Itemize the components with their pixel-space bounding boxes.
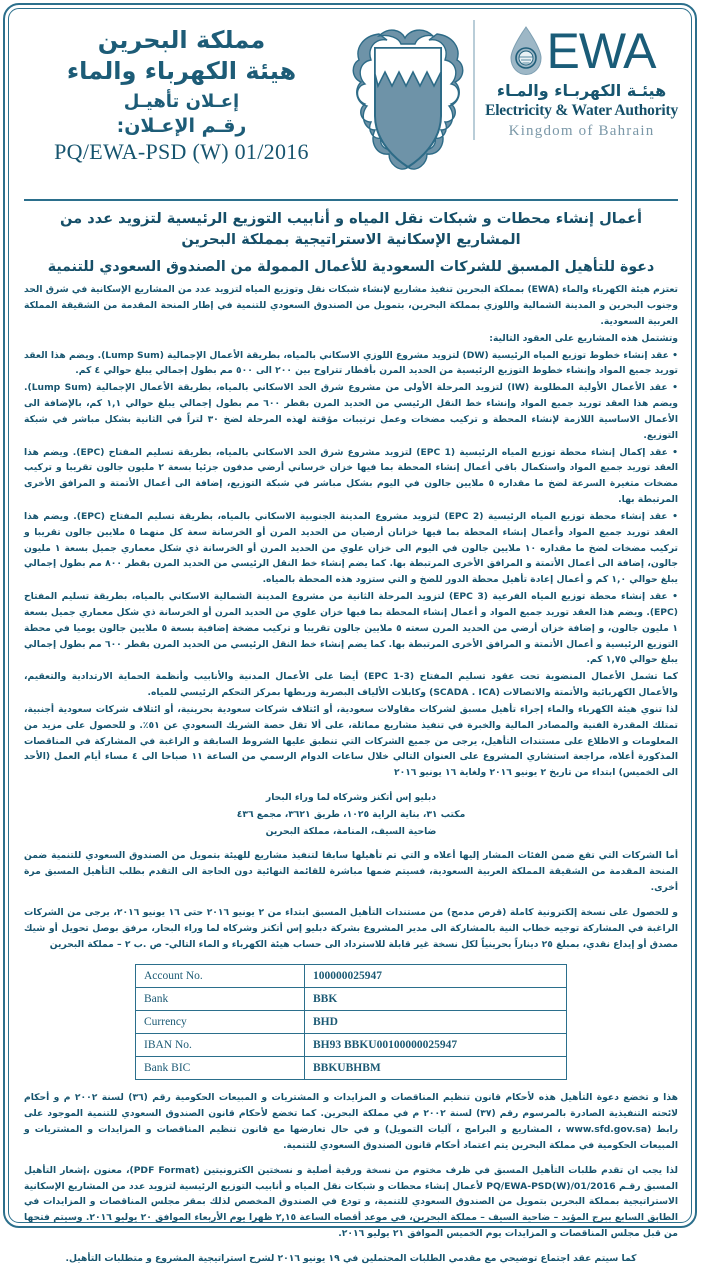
water-drop-icon — [508, 26, 544, 76]
ewa-arabic-name: هيئـة الكهربـاء والمـاء — [496, 81, 667, 100]
paragraph-intro: تعتزم هيئة الكهرباء والماء (EWA) بمملكة البحرين تنفيذ مشاريع لإنشاء شبكات نقل وتوزيع المياه لتزويد عدد من المشاريع الإسكانية في شرق الحد وجنوب البحرين و المدينة الشمالية واللوزي بمملكة البحرين، بتمويل من الصندوق السعودي للتنمية في إطار المنحة المقدمة من الشقيقة المملكة العربية السعودية. — [24, 284, 678, 327]
document-header — [24, 14, 678, 196]
paragraph-governing-law: هذا و تخضع دعوة التأهيل هذه لأحكام قانون تنظيم المناقصات و المزايدات و المشتريات و المبيعات الحكومية رقم (٣٦) لسنة ٢٠٠٢ م و أحكام لائحته التنفيذية الصادرة بالمرسوم رقم (٣٧) لسنة ٢٠٠٢ م في مملكة البحرين. كما تخضع لأحكام قانون الصندوق السعودي للتنمية الموجود على رابط (www.sfd.gov.sa ، المشاريع و البرامج ، آليات التمويل) و في حال تعارضها مع قانون تنظيم المناقصات و المزايدات و المشتريات و المبيعات الحكومية في مملكة البحرين يتم اعتماد أحكام قانون الصندوق السعودي للتنمية. — [24, 1092, 679, 1151]
consultant-name: دبليو إس أتكنز وشركاه لما وراء البحار — [265, 791, 437, 803]
table-cell-value: BH93 BBKU00100000025947 — [305, 1034, 567, 1057]
contract-item-iw: • عقد الأعمال الأولية المطلوبة (IW) لتزويد المرحلة الأولى من مشروع شرق الحد الاسكاني بالمياه، بطريقة الأعمال الإجمالية (Lump Sum). ويضم هذا العقد توريد جميع المواد وإنشاء خط النقل الرئيسي من الحديد المرن بقطر ٦٠٠ مم بطول إجمالي يبلغ حوالي ١,١ كم، بالإضافة الى الأعمال الاساسية اللازمة لإنشاء المحطة و تركيب مضخات وعمل ترتيبات مؤقتة لهذه المرحلة لضخ ٣٠ لتراً في الثانية بشكل مباشر في شبكة التوزيع. — [24, 382, 679, 441]
table-row — [136, 965, 567, 988]
document-footer — [24, 1090, 678, 1266]
authority-title: هيئة الكهرباء والماء — [66, 57, 297, 86]
table-cell-key: Bank — [136, 988, 305, 1011]
ewa-wordmark-text: EWA — [546, 23, 656, 79]
table-row — [136, 1034, 567, 1057]
bank-details-table-wrapper — [24, 964, 678, 1080]
page-title: أعمال إنشاء محطات و شبكات نقل المياه و أنابيب التوزيع الرئيسية لتزويد عدد من المشاريع الإسكانية الاستراتيجية بمملكة البحرين — [59, 210, 643, 249]
ewa-logo — [473, 20, 678, 140]
announcement-type: إعـلان تأهيـل — [123, 90, 240, 112]
page-subtitle: دعوة للتأهيل المسبق للشركات السعودية للأعمال الممولة من الصندوق السعودي للتنمية — [47, 259, 655, 276]
paragraph-clarification-meeting: كما سيتم عقد اجتماع توضيحي مع مقدمي الطلبات المحتملين في ١٩ يونيو ٢٠١٦ لشرح استراتيجية المشروع و متطلبات التأهيل. — [65, 1252, 637, 1264]
contract-item-epc2: • عقد إنشاء محطة توزيع المياه الرئيسية (EPC 2) لتزويد مشروع المدينة الجنوبية الاسكاني بالمياه، بطريقة تسليم المفتاح (EPC). ويضم هذا العقد توريد جميع المواد وأعمال إنشاء المحطة بما فيها خزانان أرضيان من الحديد المرن أو الخرسانة سعة كل منهما ٥ ملايين جالون تقريبا و تركيب مضخات لضخ ما مقداره ١٠ ملايين جالون في اليوم الى خزان علوي من الحديد المرن أو الخرسانة ذي شكل معماري جميل بسعة ١ مليون جالون، إضافة الى أعمال الأتمتة و المرافق الأخرى المرتبطة بها. كما يضم إنشاء خط النقل الرئيسي من الحديد المرن بقطر ٨٠٠ مم بطول إجمالي يبلغ حوالي ١,٠ كم و أعمال إعادة تأهيل محطة الدور للضخ و التي ستزود هذه المحطة بالمياه. — [24, 510, 678, 586]
title-section — [24, 208, 678, 275]
ewa-wordmark-row — [508, 23, 656, 79]
document-body — [24, 282, 678, 952]
announcement-number-label: رقـم الإعـلان: — [116, 114, 247, 137]
table-cell-key: IBAN No. — [136, 1034, 305, 1057]
table-cell-key: Account No. — [136, 965, 305, 988]
contract-item-epc3: • عقد إنشاء محطة توزيع المياه الفرعية (EPC 3) لتزويد المرحلة الثانية من مشروع المدينة الشمالية الاسكاني بالمياه، بطريقة تسليم المفتاح (EPC). ويضم هذا العقد توريد جميع المواد و أعمال إنشاء المحطة بما فيها خزان علوي من الحديد المرن أو الخرسانة ذي شكل معماري جميل بسعة ١ مليون جالون، و إضافة خزان أرضي من الحديد المرن سعته ٥ ملايين جالون تقريبا و تركيب مضخة إضافية بسعة ٥ ملايين جالون يوميا في محطة التوزيع الرئيسية و أعمال الأتمتة و المرافق الأخرى المرتبطة بها. كما يضم إنشاء خط النقل الرئيسي من الحديد المرن بقطر ٦٠٠ مم بطول إجمالي يبلغ حوالي ١,٧٥ كم. — [24, 591, 679, 666]
table-row — [136, 1057, 567, 1080]
kingdom-title: مملكة البحرين — [97, 26, 266, 54]
bahrain-coat-of-arms-icon — [349, 20, 467, 180]
ewa-english-name: Electricity & Water Authority — [485, 102, 678, 119]
ewa-kingdom-line: Kingdom of Bahrain — [508, 123, 655, 139]
table-cell-value: 100000025947 — [305, 965, 567, 988]
paragraph-submission-instructions: لذا يجب ان تقدم طلبات التأهيل المسبق في ظرف مختوم من نسخة ورقية أصلية و نسختين الكترونيتين (PDF Format)، معنون ،إشعار التأهيل المسبق رقـم PQ/EWA-PSD(W)/01/2016 لأعمال إنشاء محطات و شبكات نقل المياه و أنابيب التوزيع الرئيسية لتزويد عدد من المشاريع الإسكانية الاستراتيجية بمملكة البحرين بتمويل من الصندوق السعودي للتنمية، و تودع في الصندوق المخصص لذلك بمقر مجلس المناقصات و المزايدات في الطابق السابع ببرج المؤيد – ضاحية السيف – مملكة البحرين، في موعد أقصاه الساعة ٢,١٥ ظهرا يوم الأربعاء الموافق ٢٠ يوليو ٢٠١٦. وسيتم فتحها من قبل مجلس المناقصات و المزايدات يوم الخميس الموافق ٢١ يوليو ٢٠١٦. — [24, 1164, 679, 1240]
paragraph-contracts-lead: وتشتمل هذه المشاريع على العقود التالية: — [489, 332, 678, 344]
contract-item-dw: • عقد إنشاء خطوط توزيع المياه الرئيسية (DW) لتزويد مشروع اللوزي الاسكاني بالمياه، بطريقة الأعمال الإجمالية (Lump Sum). ويضم هذا العقد توريد جميع المواد وإنشاء خطوط التوزيع الرئيسية من الحديد المرن بأقطار تتراوح بين ٢٠٠ الى ٥٠٠ مم بطول إجمالي يبلغ حوالي ٤ كم. — [24, 349, 678, 377]
table-row — [136, 1011, 567, 1034]
header-logo-block — [345, 20, 678, 180]
consultant-address-line-1: مكتب ٣١، بناية الراية ١٠٢٥، طريق ٣٦٢١، مجمع ٤٣٦ — [236, 808, 466, 820]
paragraph-already-prequalified: أما الشركات التي تقع ضمن الفئات المشار إليها أعلاه و التي تم تأهيلها سابقا لتنفيذ مشاريع للهيئة بتمويل من الصندوق السعودي للتنمية ضمن المنحة المقدمة من الشقيقة المملكة العربية السعودية، فسيتم ضمها مباشرة للقائمة النهائية دون الحاجة الى التقدم بطلب التأهيل المسبق مرة أخرى. — [24, 850, 678, 894]
header-divider — [24, 199, 678, 201]
table-cell-key: Bank BIC — [136, 1057, 305, 1080]
table-cell-key: Currency — [136, 1011, 305, 1034]
header-arabic-block — [24, 20, 339, 165]
table-cell-value: BHD — [305, 1011, 567, 1034]
announcement-document — [14, 10, 688, 1264]
announcement-reference: PQ/EWA-PSD (W) 01/2016 — [54, 138, 309, 164]
paragraph-prequalification-invite: لذا تنوي هيئة الكهرباء والماء إجراء تأهيل مسبق لشركات مقاولات سعودية، أو ائتلاف شركات سعودية بحرينية، أو ائتلاف شركات سعودية أجنبية، تمتلك المقدرة الفنية والمصادر المالية والخبرة في تنفيذ مشاريع مماثلة، على ألا تقل حصة الشريك السعودي عن ٥١٪. و للحصول على مزيد من المعلومات و الاطلاع على مستندات التأهيل، يرجى من جميع الشركات التي تنطبق عليها الشروط السابقة و الراغبة في المشاركة في المناقصات المذكورة أعلاه، مراجعة استشاري المشروع على العنوان التالي خلال ساعات الدوام الرسمي من الساعة ١١ صباحا الى ٤ مساء أيام العمل (الأحد الى الخميس) ابتداء من تاريخ ٢ يونيو ٢٠١٦ ولغاية ١٦ يونيو ٢٠١٦ — [24, 703, 679, 779]
contract-item-epc1: • عقد إكمال إنشاء محطة توزيع المياه الرئيسية (EPC 1) لتزويد مشروع شرق الحد الاسكاني بالمياه، بطريقة تسليم المفتاح (EPC). ويضم هذا العقد توريد جميع المواد واستكمال باقي أعمال إنشاء المحطة بما فيها خزان خرساني أرضي مدفون جزئيا بسعة ٢ مليون جالون تقريبا و تركيب مضخات متغيرة السرعة لضخ ما مقداره ٥ ملايين جالون في اليوم بشكل مباشر في شبكة التوزيع، إضافة الى أعمال الأتمتة و المرافق الأخرى المرتبطة بها. — [24, 446, 678, 506]
table-row — [136, 988, 567, 1011]
consultant-address-line-2: ضاحية السيف، المنامة، مملكة البحرين — [265, 825, 437, 837]
bank-details-table — [135, 964, 567, 1080]
paragraph-scope-note: كما تشمل الأعمال المنضوية تحت عقود تسليم المفتاح (EPC 1-3) أيضا على الأعمال المدنية والأنابيب وأنظمة الحماية الارتدادية والتعقيم، والأعمال الكهربائية والأتمتة والاتصالات (SCADA . ICA) وكابلات الألياف البصرية وربطها بمركز التحكم الرئيسي للمياه. — [24, 671, 678, 699]
table-cell-value: BBKUBHBM — [305, 1057, 567, 1080]
paragraph-document-purchase: و للحصول على نسخة إلكترونية كاملة (قرص مدمج) من مستندات التأهيل المسبق ابتداء من ٢ يونيو ٢٠١٦ حتى ١٦ يونيو ٢٠١٦، يرجى من الشركات الراغبة في المشاركة توجيه خطاب النية بالمشاركة الى مدير المشروع بشركة دبليو إس أتكنز وشركاه لما وراء البحار، مرفق بوصل تحويل أو شيك مصدق أو إيداع نقدي، بمبلغ ٢٥ ديناراً بحرينياً لكل نسخة غير قابلة للاسترداد الى حساب هيئة الكهرباء و الماء التالي- ص .ب ٢ – مملكة البحرين — [24, 906, 678, 950]
table-cell-value: BBK — [305, 988, 567, 1011]
